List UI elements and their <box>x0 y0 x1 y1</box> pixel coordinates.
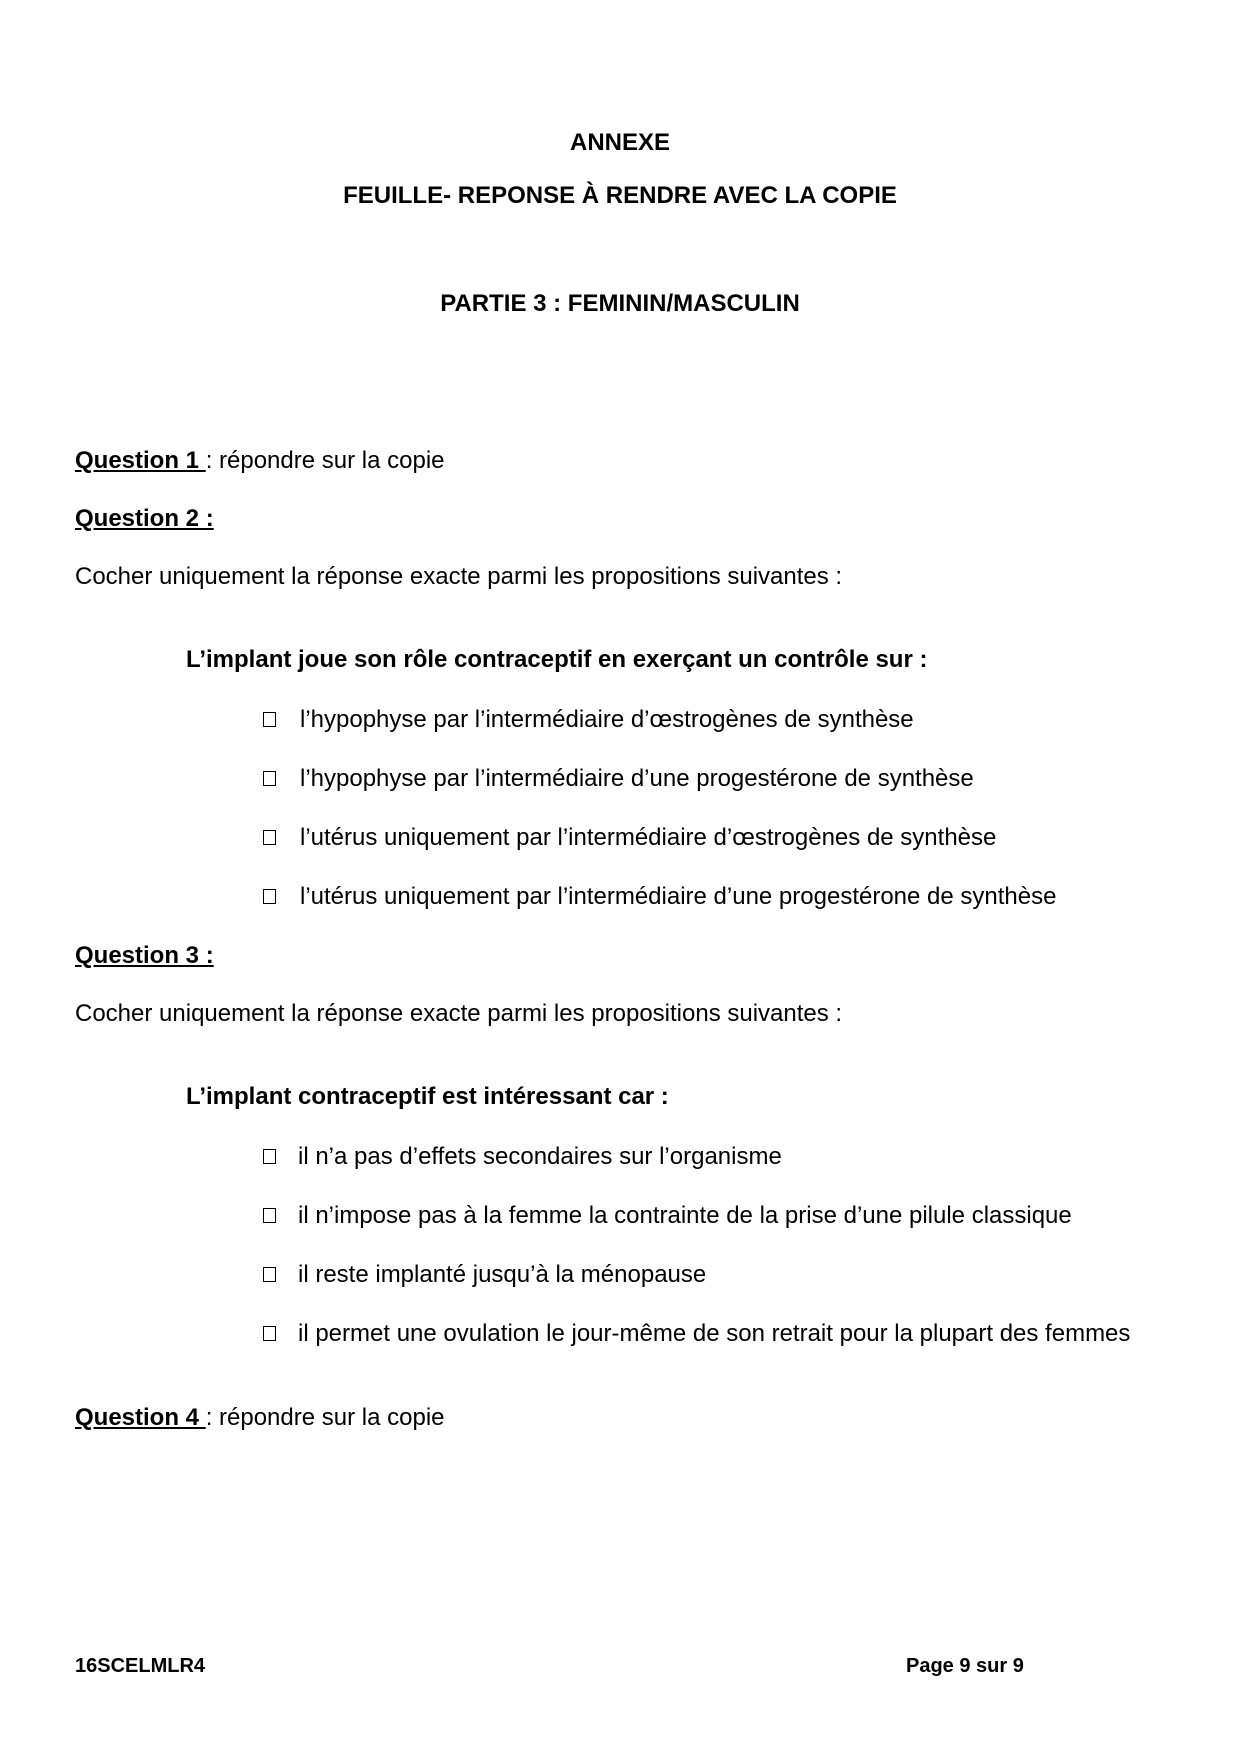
option-label: il n’a pas d’effets secondaires sur l’organisme <box>298 1143 782 1170</box>
section-title: PARTIE 3 : FEMININ/MASCULIN <box>440 290 800 317</box>
question-4-label: Question 4 <box>75 1404 206 1431</box>
checkbox[interactable] <box>263 830 276 845</box>
option-label: l’utérus uniquement par l’intermédiaire d’une progestérone de synthèse <box>300 883 1057 910</box>
page-number: Page 9 sur 9 <box>906 1655 1024 1677</box>
annexe-heading: ANNEXE <box>569 129 671 156</box>
question-2-label: Question 2 : <box>75 505 214 532</box>
question-3-label: Question 3 : <box>75 942 214 969</box>
checkbox[interactable] <box>263 1208 276 1223</box>
question-3-stem: L’implant contraceptif est intéressant car : <box>186 1083 669 1110</box>
question-4-text: : répondre sur la copie <box>205 1404 445 1431</box>
question-2-instruction: Cocher uniquement la réponse exacte parmi les propositions suivantes : <box>75 563 843 590</box>
question-1-text: : répondre sur la copie <box>205 447 445 474</box>
checkbox[interactable] <box>263 1326 276 1341</box>
checkbox[interactable] <box>263 889 276 904</box>
option-label: l’utérus uniquement par l’intermédiaire d’œstrogènes de synthèse <box>300 824 997 851</box>
checkbox[interactable] <box>263 1267 276 1282</box>
option-label: il reste implanté jusqu’à la ménopause <box>298 1261 707 1288</box>
option-label: l’hypophyse par l’intermédiaire d’une progestérone de synthèse <box>300 765 974 792</box>
document-code: 16SCELMLR4 <box>75 1655 206 1677</box>
option-label: il permet une ovulation le jour-même de son retrait pour la plupart des femmes <box>298 1320 1131 1347</box>
question-3-instruction: Cocher uniquement la réponse exacte parmi les propositions suivantes : <box>75 1000 843 1027</box>
question-2-stem: L’implant joue son rôle contraceptif en exerçant un contrôle sur : <box>186 646 928 673</box>
option-label: l’hypophyse par l’intermédiaire d’œstrogènes de synthèse <box>300 706 914 733</box>
checkbox[interactable] <box>263 712 276 727</box>
question-4 <box>75 1404 445 1432</box>
checkbox[interactable] <box>263 1149 276 1164</box>
checkbox[interactable] <box>263 771 276 786</box>
question-1 <box>75 447 445 475</box>
document-title: FEUILLE- REPONSE À RENDRE AVEC LA COPIE <box>343 182 897 209</box>
question-1-label: Question 1 <box>75 447 206 474</box>
option-label: il n’impose pas à la femme la contrainte de la prise d’une pilule classique <box>298 1202 1072 1229</box>
